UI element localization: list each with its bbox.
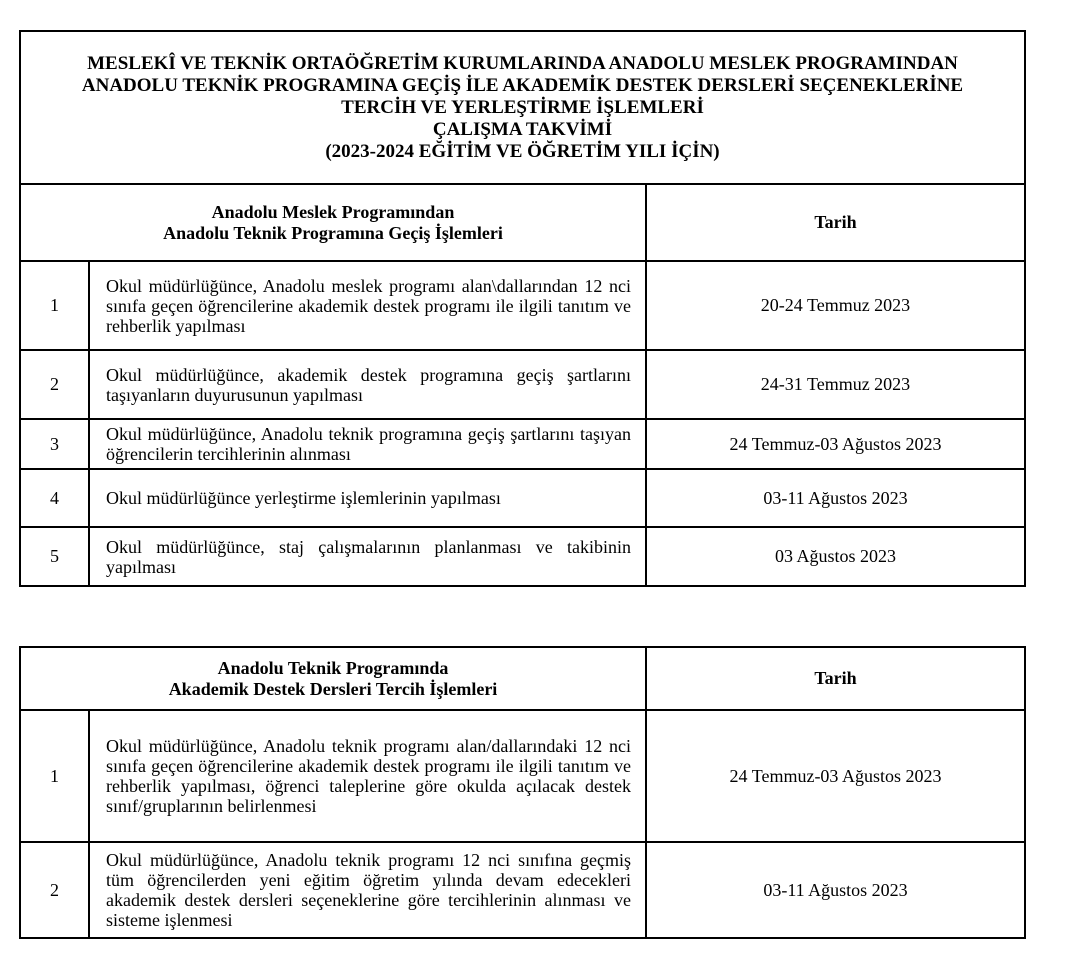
date-header: Tarih	[646, 647, 1025, 710]
title-line-3: TERCİH VE YERLEŞTİRME İŞLEMLERİ	[341, 96, 704, 118]
row-number: 2	[20, 842, 89, 938]
section-header-line-2: Akademik Destek Dersleri Tercih İşlemleri	[168, 678, 498, 699]
row-description: Okul müdürlüğünce yerleştirme işlemlerinin yapılması	[89, 469, 646, 527]
table-row	[20, 527, 1025, 586]
section-header-line-1: Anadolu Teknik Programında	[217, 657, 449, 678]
section-header	[20, 647, 646, 710]
header-row	[20, 184, 1025, 261]
row-description: Okul müdürlüğünce, akademik destek programına geçiş şartlarını taşıyanların duyurusunun yapılması	[89, 350, 646, 419]
date-header: Tarih	[646, 184, 1025, 261]
row-number: 1	[20, 710, 89, 842]
row-number: 2	[20, 350, 89, 419]
row-date: 03-11 Ağustos 2023	[646, 842, 1025, 938]
section-header-line-2: Anadolu Teknik Programına Geçiş İşlemleri	[163, 222, 503, 243]
row-description: Okul müdürlüğünce, Anadolu teknik programı alan/dallarındaki 12 nci sınıfa geçen öğrencilerine akademik destek programı ile ilgili tanıtım ve rehberlik yapılması, öğrenci taleplerine göre okulda açılacak destek sınıf/gruplarının belirlenmesi	[89, 710, 646, 842]
row-number: 4	[20, 469, 89, 527]
title-line-5: (2023-2024 EĞİTİM VE ÖĞRETİM YILI İÇİN)	[325, 140, 720, 162]
calendar-table-1	[19, 30, 1026, 587]
title-line-1: MESLEKÎ VE TEKNİK ORTAÖĞRETİM KURUMLARINDA ANADOLU MESLEK PROGRAMINDAN	[87, 52, 958, 74]
table-row	[20, 419, 1025, 469]
row-date: 03-11 Ağustos 2023	[646, 469, 1025, 527]
row-number: 1	[20, 261, 89, 350]
table-row	[20, 261, 1025, 350]
row-date: 03 Ağustos 2023	[646, 527, 1025, 586]
section-header-line-1: Anadolu Meslek Programından	[211, 201, 455, 222]
calendar-table-2	[19, 646, 1026, 939]
row-date: 24-31 Temmuz 2023	[646, 350, 1025, 419]
row-description: Okul müdürlüğünce, staj çalışmalarının planlanması ve takibinin yapılması	[89, 527, 646, 586]
row-date: 24 Temmuz-03 Ağustos 2023	[646, 710, 1025, 842]
row-description: Okul müdürlüğünce, Anadolu teknik programına geçiş şartlarını taşıyan öğrencilerin tercihlerinin alınması	[89, 419, 646, 469]
table-row	[20, 842, 1025, 938]
table-row	[20, 350, 1025, 419]
table-row	[20, 469, 1025, 527]
row-description: Okul müdürlüğünce, Anadolu meslek programı alan\dallarından 12 nci sınıfa geçen öğrencilerine akademik destek programı ile ilgili tanıtım ve rehberlik yapılması	[89, 261, 646, 350]
row-description: Okul müdürlüğünce, Anadolu teknik programı 12 nci sınıfına geçmiş tüm öğrencilerden yeni eğitim öğretim yılında devam edecekleri akademik destek dersleri seçeneklerine göre tercihlerinin alınması ve sisteme işlenmesi	[89, 842, 646, 938]
document-title	[20, 31, 1025, 184]
title-line-4: ÇALIŞMA TAKVİMİ	[432, 118, 613, 140]
header-row	[20, 647, 1025, 710]
row-number: 5	[20, 527, 89, 586]
row-date: 24 Temmuz-03 Ağustos 2023	[646, 419, 1025, 469]
title-line-2: ANADOLU TEKNİK PROGRAMINA GEÇİŞ İLE AKADEMİK DESTEK DERSLERİ SEÇENEKLERİNE	[81, 74, 964, 96]
row-date: 20-24 Temmuz 2023	[646, 261, 1025, 350]
table-row	[20, 710, 1025, 842]
section-header	[20, 184, 646, 261]
row-number: 3	[20, 419, 89, 469]
title-row	[20, 31, 1025, 184]
